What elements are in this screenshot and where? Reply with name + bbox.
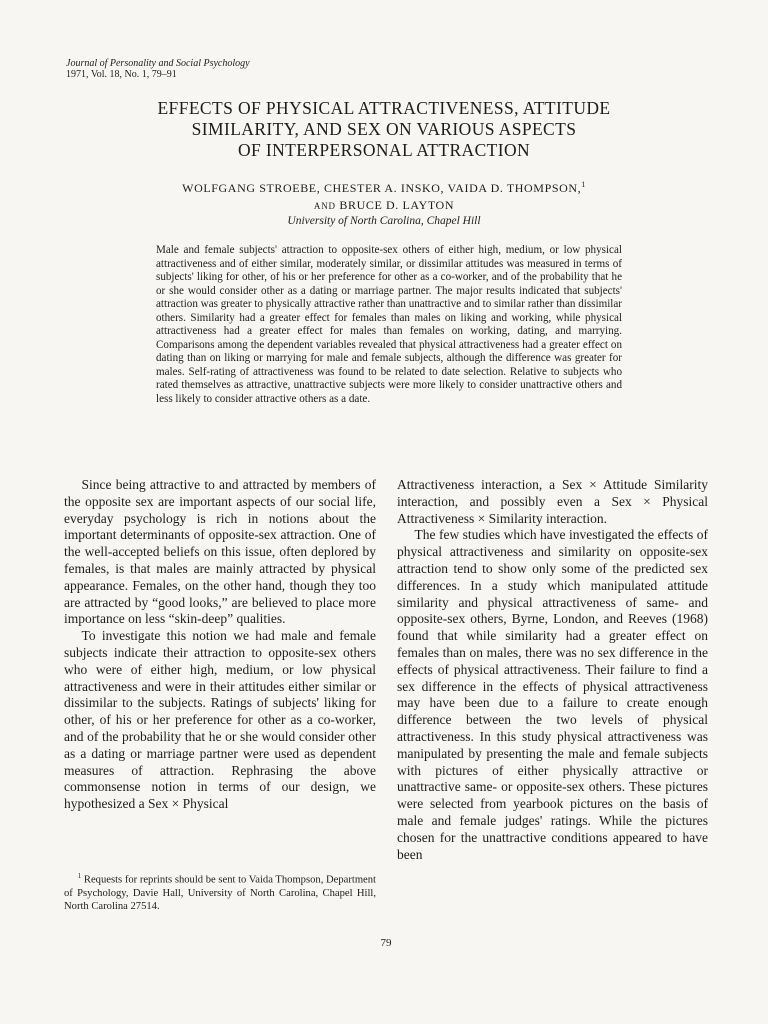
footnote-text: Requests for reprints should be sent to Vaida Thompson, Department of Psychology, Davie Hall, University of North Carolina, Chapel Hill, North Carolina 27514. xyxy=(64,874,376,912)
journal-citation: 1971, Vol. 18, No. 1, 79–91 xyxy=(66,69,177,80)
author-footnote-mark: 1 xyxy=(581,180,586,189)
affiliation: University of North Carolina, Chapel Hill xyxy=(287,215,481,227)
authors-line-2: BRUCE D. LAYTON xyxy=(339,198,455,212)
footnote-mark: 1 xyxy=(77,872,82,880)
article-title xyxy=(60,98,708,161)
title-line-3: OF INTERPERSONAL ATTRACTION xyxy=(237,140,531,160)
body-paragraph: The few studies which have investigated the effects of physical attractiveness and similarity on opposite-sex attraction tend to show only some of the predicted sex differences. In a study which manipulated attitude similarity and physical attractiveness of same- and opposite-sex others, Byrne, London, and Reeves (1968) found that while similarity had a greater effect on females than on males, there was no sex difference in the effects of physical attractiveness. Their failure to find a sex difference in the effects of physical attractiveness may have been due to a failure to create enough difference between the two levels of physical attractiveness. In this study physical attractiveness was manipulated by presenting the male and female subjects with pictures of either physically attractive or unattractive same- or opposite-sex others. These pictures were selected from yearbook pictures on the basis of male and female judges' ratings. While the pictures chosen for the unattractive conditions appeared to have been xyxy=(397,527,708,862)
title-line-2: SIMILARITY, AND SEX ON VARIOUS ASPECTS xyxy=(191,119,577,139)
body-column-right xyxy=(397,477,708,863)
title-line-1: EFFECTS OF PHYSICAL ATTRACTIVENESS, ATTITUDE xyxy=(157,98,611,118)
authors-and: AND xyxy=(313,201,336,211)
abstract: Male and female subjects' attraction to opposite-sex others of either high, medium, or low physical attractiveness and of either similar, moderately similar, or dissimilar attitudes was measured in terms of subjects' liking for other, of his or her preference for other as a co-worker, and of the probability that he or she would consider other as a dating or marriage partner. The major results indicated that subjects' attraction was greater to physically attractive rather than unattractive and to similar rather than dissimilar others. Similarity had a greater effect for females than males on liking and working, while physical attractiveness had a greater effect for males than females on working, dating, and marrying. Comparisons among the dependent variables revealed that physical attractiveness had a greater effect on dating than on liking or marrying for male and female subjects, although the difference was greater for males. Self-rating of attractiveness was found to be related to date selection. Relative to subjects who rated themselves as attractive, unattractive subjects were more likely to consider unattractive others and less likely to consider attractive others as a date. xyxy=(156,244,622,406)
authors xyxy=(60,176,708,215)
authors-line-1: WOLFGANG STROEBE, CHESTER A. INSKO, VAIDA D. THOMPSON, xyxy=(182,181,582,195)
footnote xyxy=(64,870,376,913)
page-number: 79 xyxy=(380,937,392,949)
journal-header xyxy=(66,58,250,80)
body-paragraph: To investigate this notion we had male and female subjects indicate their attraction to opposite-sex others who were of either high, medium, or low physical attractiveness and were in their attitudes either similar or dissimilar to the subjects. Ratings of subjects' liking for other, of his or her preference for other as a co-worker, and of the probability that he or she would consider other as a dating or marriage partner were used as dependent measures of attraction. Rephrasing the above commonsense notion in terms of our design, we hypothesized a Sex × Physical xyxy=(64,628,376,812)
body-paragraph: Since being attractive to and attracted by members of the opposite sex are important aspects of our social life, everyday psychology is rich in notions about the important determinants of opposite-sex attraction. One of the well-accepted beliefs on this issue, often deplored by females, is that males are mainly attracted by physical appearance. Females, on the other hand, though they too are attracted by “good looks,” are believed to place more importance on less “skin-deep” qualities. xyxy=(64,477,376,627)
journal-name: Journal of Personality and Social Psychology xyxy=(66,58,250,69)
body-column-left xyxy=(64,477,376,813)
body-paragraph: Attractiveness interaction, a Sex × Attitude Similarity interaction, and possibly even a Sex × Physical Attractiveness × Similarity interaction. xyxy=(397,477,708,526)
